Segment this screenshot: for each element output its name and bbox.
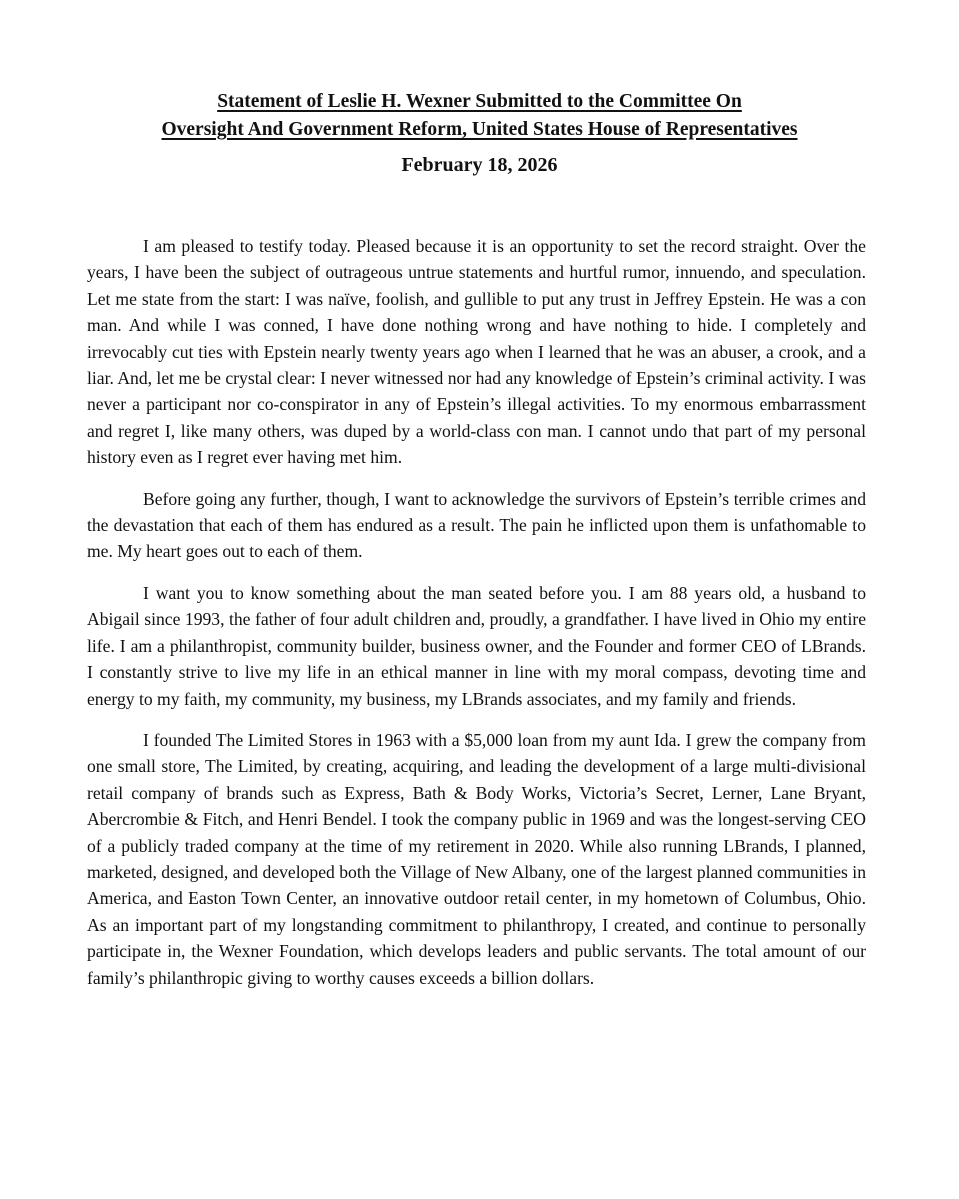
document-title-line-2: Oversight And Government Reform, United States House of Representatives: [161, 119, 798, 140]
paragraph-2: Before going any further, though, I want to acknowledge the survivors of Epstein’s terrible crimes and the devastation that each of them has endured as a result. The pain he inflicted upon them is unfathomable to me. My heart goes out to each of them.: [87, 488, 866, 562]
document-date: February 18, 2026: [401, 154, 558, 176]
document-header: [60, 88, 899, 178]
paragraph-3: I want you to know something about the man seated before you. I am 88 years old, a husband to Abigail since 1993, the father of four adult children and, proudly, a grandfather. I have lived in Ohio my entire life. I am a philanthropist, community builder, business owner, and the Founder and former CEO of LBrands. I constantly strive to live my life in an ethical manner in line with my moral compass, devoting time and energy to my faith, my community, my business, my LBrands associates, and my family and friends.: [87, 582, 866, 709]
paragraph-4: I founded The Limited Stores in 1963 with a $5,000 loan from my aunt Ida. I grew the company from one small store, The Limited, by creating, acquiring, and leading the development of a large multi-divisional retail company of brands such as Express, Bath & Body Works, Victoria’s Secret, Lerner, Lane Bryant, Abercrombie & Fitch, and Henri Bendel. I took the company public in 1969 and was the longest-serving CEO of a publicly traded company at the time of my retirement in 2020. While also running LBrands, I planned, marketed, designed, and developed both the Village of New Albany, one of the largest planned communities in America, and Easton Town Center, an innovative outdoor retail center, in my hometown of Columbus, Ohio. As an important part of my longstanding commitment to philanthropy, I created, and continue to personally participate in, the Wexner Foundation, which develops leaders and public servants. The total amount of our family’s philanthropic giving to worthy causes exceeds a billion dollars.: [87, 729, 866, 988]
paragraph-1: I am pleased to testify today. Pleased because it is an opportunity to set the record straight. Over the years, I have been the subject of outrageous untrue statements and hurtful rumor, innuendo, and speculation. Let me state from the start: I was naïve, foolish, and gullible to put any trust in Jeffrey Epstein. He was a con man. And while I was conned, I have done nothing wrong and have nothing to hide. I completely and irrevocably cut ties with Epstein nearly twenty years ago when I learned that he was an abuser, a crook, and a liar. And, let me be crystal clear: I never witnessed nor had any knowledge of Epstein’s criminal activity. I was never a participant nor co-conspirator in any of Epstein’s illegal activities. To my enormous embarrassment and regret I, like many others, was duped by a world-class con man. I cannot undo that part of my personal history even as I regret ever having met him.: [87, 236, 866, 468]
document-body: [87, 233, 866, 991]
document-title-line-1: Statement of Leslie H. Wexner Submitted to the Committee On: [217, 91, 742, 112]
